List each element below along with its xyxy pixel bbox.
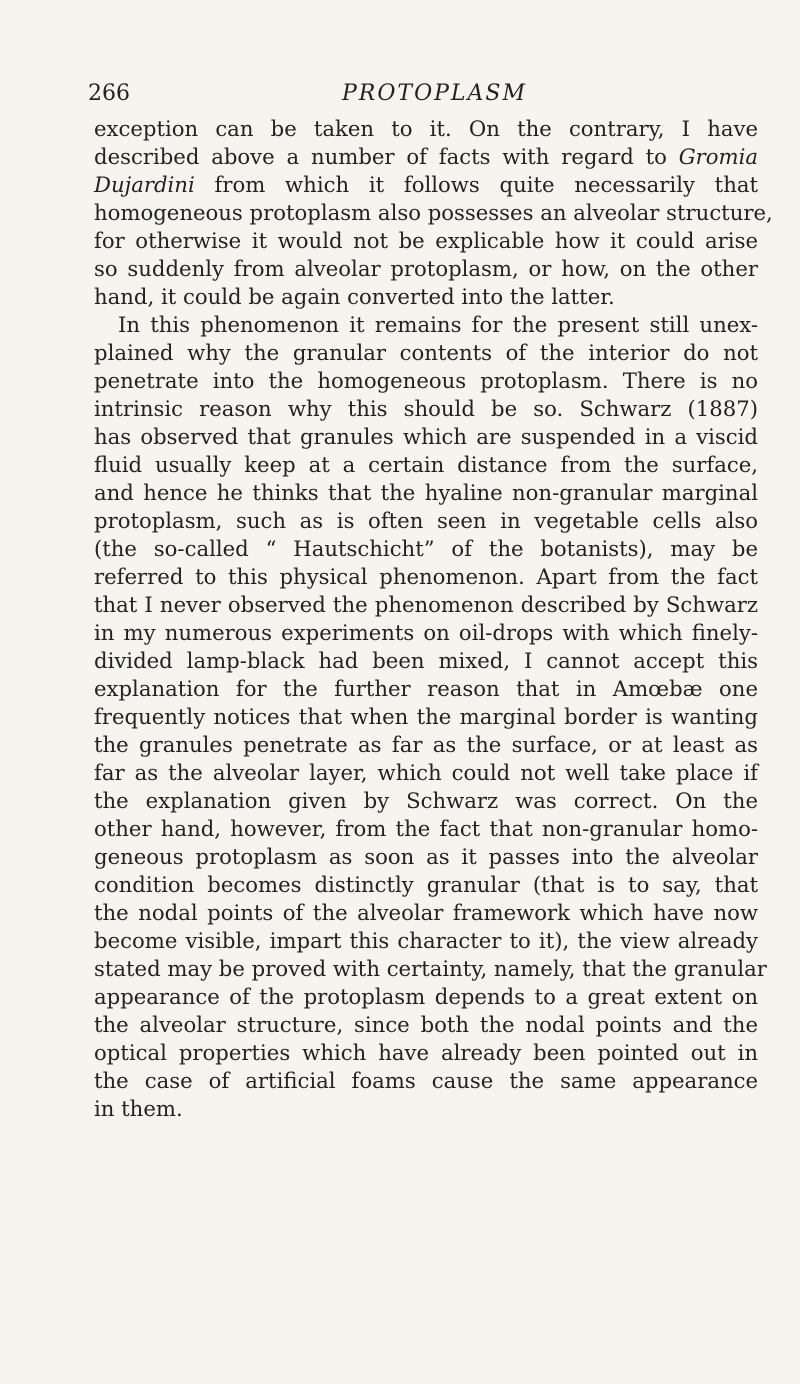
text-line: the case of artificial foams cause the same appearance	[94, 1068, 758, 1093]
text-line: far as the alveolar layer, which could not well take place if	[94, 760, 758, 785]
text-line: plained why the granular contents of the interior do not	[94, 340, 758, 365]
text-line: in them.	[94, 1096, 183, 1121]
text-line: penetrate into the homogeneous protoplasm. There is no	[94, 368, 758, 393]
text-line: referred to this physical phenomenon. Apart from the fact	[94, 564, 758, 589]
text-line: condition becomes distinctly granular (that is to say, that	[94, 872, 758, 897]
body-text	[94, 115, 773, 1123]
text-line: appearance of the protoplasm depends to a great extent on	[94, 984, 758, 1009]
page-header	[88, 78, 728, 110]
text-line: so suddenly from alveolar protoplasm, or how, on the other	[94, 256, 758, 281]
text-segment: described above a number of facts with regard to	[94, 144, 667, 169]
text-line: that I never observed the phenomenon described by Schwarz	[94, 592, 758, 617]
text-line	[94, 143, 758, 171]
text-line: protoplasm, such as is often seen in vegetable cells also	[94, 508, 758, 533]
text-line: exception can be taken to it. On the contrary, I have	[94, 116, 758, 141]
italic-term: Gromia	[678, 144, 758, 169]
text-line: has observed that granules which are suspended in a viscid	[94, 424, 758, 449]
text-line: and hence he thinks that the hyaline non-granular marginal	[94, 480, 758, 505]
page-number: 266	[88, 81, 130, 106]
text-line: the alveolar structure, since both the nodal points and the	[94, 1012, 758, 1037]
text-line: stated may be proved with certainty, namely, that the granular	[94, 956, 767, 981]
text-line: for otherwise it would not be explicable how it could arise	[94, 228, 758, 253]
text-line	[94, 171, 758, 199]
text-line: the nodal points of the alveolar framework which have now	[94, 900, 758, 925]
text-line: other hand, however, from the fact that non-granular homo-	[94, 816, 758, 841]
text-line: In this phenomenon it remains for the present still unex-	[118, 312, 758, 337]
text-line: homogeneous protoplasm also possesses an alveolar structure,	[94, 200, 773, 225]
text-line: the explanation given by Schwarz was correct. On the	[94, 788, 758, 813]
italic-term: Dujardini	[94, 172, 195, 197]
running-title: PROTOPLASM	[342, 81, 528, 106]
text-line: hand, it could be again converted into the latter.	[94, 284, 615, 309]
text-line: intrinsic reason why this should be so. Schwarz (1887)	[94, 396, 758, 421]
text-line: optical properties which have already been pointed out in	[94, 1040, 758, 1065]
text-line: the granules penetrate as far as the surface, or at least as	[94, 732, 758, 757]
text-line: frequently notices that when the marginal border is wanting	[94, 704, 758, 729]
text-line: explanation for the further reason that in Amœbæ one	[94, 676, 758, 701]
text-segment: from which it follows quite necessarily that	[214, 172, 758, 197]
text-line: become visible, impart this character to it), the view already	[94, 928, 758, 953]
text-line: in my numerous experiments on oil-drops with which finely-	[94, 620, 758, 645]
text-line: fluid usually keep at a certain distance from the surface,	[94, 452, 758, 477]
text-line: geneous protoplasm as soon as it passes into the alveolar	[94, 844, 758, 869]
text-line: (the so-called “ Hautschicht” of the botanists), may be	[94, 536, 758, 561]
text-line: divided lamp-black had been mixed, I cannot accept this	[94, 648, 758, 673]
